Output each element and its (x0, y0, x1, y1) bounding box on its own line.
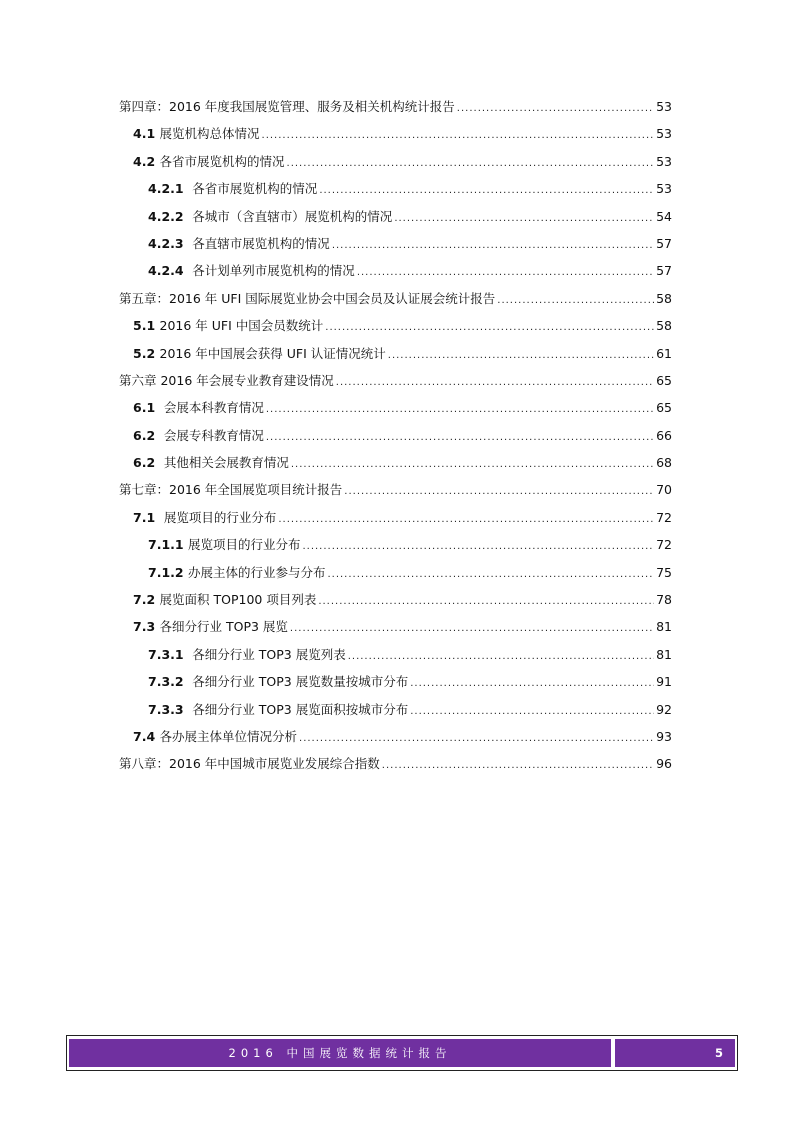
toc-entry[interactable] (119, 175, 672, 202)
toc-entry[interactable] (119, 285, 672, 312)
toc-entry-page: 57 (656, 263, 672, 279)
toc-entry[interactable] (119, 422, 672, 449)
toc-entry-title: 办展主体的行业参与分布 (187, 564, 326, 580)
dot-leader (348, 643, 654, 670)
toc-entry[interactable] (119, 367, 672, 394)
dot-leader (457, 95, 654, 122)
footer-band (69, 1039, 735, 1067)
toc-entry-page: 57 (656, 235, 672, 251)
dot-leader (410, 670, 654, 697)
toc-entry-number: 4.2 (133, 153, 160, 169)
toc-entry-title: 各计划单列市展览机构的情况 (192, 263, 355, 279)
dot-leader (336, 369, 654, 396)
dot-leader (327, 561, 654, 588)
toc-entry[interactable] (119, 449, 672, 476)
toc-entry-title: 各细分行业 TOP3 展览 (159, 619, 288, 635)
toc-entry-page: 53 (656, 153, 672, 169)
dot-leader (266, 396, 654, 423)
toc-entry-number: 4.2.3 (148, 235, 193, 251)
toc-entry-page: 61 (656, 345, 672, 361)
dot-leader (344, 478, 654, 505)
toc-entry-page: 54 (656, 208, 672, 224)
dot-leader (319, 177, 654, 204)
toc-entry-number: 7.3.3 (148, 701, 193, 717)
toc-entry-number: 4.1 (133, 126, 160, 142)
toc-entry[interactable] (119, 230, 672, 257)
toc-entry-page: 65 (656, 372, 672, 388)
toc-entry[interactable] (119, 531, 672, 558)
dot-leader (357, 259, 654, 286)
toc-entry-page: 65 (656, 400, 672, 416)
toc-entry-number: 7.2 (133, 592, 160, 608)
dot-leader (302, 533, 654, 560)
toc-entry-title: 展览面积 TOP100 项目列表 (159, 592, 317, 608)
toc-entry-title: 各细分行业 TOP3 展览面积按城市分布 (192, 701, 409, 717)
toc-entry-number: 7.3 (133, 619, 160, 635)
toc-entry[interactable] (119, 696, 672, 723)
toc-entry[interactable] (119, 93, 672, 120)
toc-entry-page: 72 (656, 509, 672, 525)
toc-entry[interactable] (119, 613, 672, 640)
page-footer (66, 1035, 738, 1071)
dot-leader (318, 588, 654, 615)
toc-entry-number: 7.3.1 (148, 646, 193, 662)
toc-entry[interactable] (119, 312, 672, 339)
toc-entry[interactable] (119, 340, 672, 367)
toc-entry-title: 各城市（含直辖市）展览机构的情况 (192, 208, 393, 224)
toc-entry-number: 4.2.4 (148, 263, 193, 279)
toc-entry-title: 会展本科教育情况 (163, 400, 264, 416)
toc-entry-title: 展览项目的行业分布 (163, 509, 277, 525)
toc-entry[interactable] (119, 641, 672, 668)
toc-entry-page: 81 (656, 619, 672, 635)
toc-entry-number: 4.2.1 (148, 181, 193, 197)
toc-entry-page: 81 (656, 646, 672, 662)
dot-leader (299, 725, 654, 752)
toc-entry-number: 5.1 (133, 318, 160, 334)
toc-entry[interactable] (119, 504, 672, 531)
toc-entry-title: 第六章 2016 年会展专业教育建设情况 (119, 372, 334, 388)
toc-entry[interactable] (119, 668, 672, 695)
footer-page-number: 5 (714, 1046, 723, 1060)
dot-leader (278, 506, 654, 533)
toc-entry[interactable] (119, 750, 672, 777)
toc-entry-page: 58 (656, 290, 672, 306)
toc-entry-title: 各省市展览机构的情况 (159, 153, 285, 169)
toc-entry-title: 各细分行业 TOP3 展览列表 (192, 646, 346, 662)
toc-entry-number: 7.1.1 (148, 537, 188, 553)
dot-leader (382, 752, 654, 779)
toc-entry-page: 58 (656, 318, 672, 334)
toc-entry[interactable] (119, 203, 672, 230)
toc-entry-page: 91 (656, 674, 672, 690)
table-of-contents (119, 93, 672, 778)
toc-entry-title: 展览项目的行业分布 (187, 537, 301, 553)
dot-leader (410, 698, 654, 725)
toc-entry[interactable] (119, 559, 672, 586)
dot-leader (290, 615, 654, 642)
dot-leader (287, 150, 655, 177)
toc-entry-title: 会展专科教育情况 (163, 427, 264, 443)
toc-entry-title: 2016 年 UFI 中国会员数统计 (159, 318, 324, 334)
toc-entry-title: 各直辖市展览机构的情况 (192, 235, 330, 251)
toc-entry-title: 各省市展览机构的情况 (192, 181, 318, 197)
toc-entry[interactable] (119, 476, 672, 503)
toc-entry-page: 53 (656, 99, 672, 114)
toc-entry[interactable] (119, 394, 672, 421)
toc-entry-title: 第七章：2016 年全国展览项目统计报告 (119, 482, 343, 498)
toc-entry[interactable] (119, 120, 672, 147)
dot-leader (388, 342, 654, 369)
toc-entry-page: 93 (656, 728, 672, 744)
toc-entry-page: 75 (656, 564, 672, 580)
toc-entry-number: 7.3.2 (148, 674, 193, 690)
toc-entry-page: 78 (656, 592, 672, 608)
dot-leader (266, 424, 654, 451)
toc-entry-number: 4.2.2 (148, 208, 193, 224)
toc-entry-number: 7.1 (133, 509, 164, 525)
toc-entry-title: 第八章：2016 年中国城市展览业发展综合指数 (119, 756, 380, 772)
toc-entry[interactable] (119, 257, 672, 284)
dot-leader (262, 122, 655, 149)
dot-leader (332, 232, 654, 259)
toc-entry-number: 6.2 (133, 427, 164, 443)
toc-entry-number: 6.1 (133, 400, 164, 416)
toc-entry-page: 53 (656, 181, 672, 197)
toc-entry-page: 66 (656, 427, 672, 443)
toc-entry-title: 第四章：2016 年度我国展览管理、服务及相关机构统计报告 (119, 99, 455, 114)
dot-leader (394, 205, 654, 232)
footer-title: 2016 中国展览数据统计报告 (228, 1046, 452, 1060)
toc-entry-page: 96 (656, 756, 672, 772)
toc-entry-page: 70 (656, 482, 672, 498)
toc-entry[interactable] (119, 586, 672, 613)
toc-entry-number: 6.2 (133, 455, 164, 471)
toc-entry-title: 2016 年中国展会获得 UFI 认证情况统计 (159, 345, 386, 361)
toc-entry[interactable] (119, 723, 672, 750)
dot-leader (291, 451, 654, 478)
toc-entry-title: 其他相关会展教育情况 (163, 455, 289, 471)
dot-leader (497, 287, 654, 314)
toc-entry-page: 53 (656, 126, 672, 142)
toc-entry-title: 各细分行业 TOP3 展览数量按城市分布 (192, 674, 409, 690)
toc-entry-title: 第五章：2016 年 UFI 国际展览业协会中国会员及认证展会统计报告 (119, 290, 496, 306)
toc-entry-page: 92 (656, 701, 672, 717)
toc-entry-title: 各办展主体单位情况分析 (159, 728, 298, 744)
toc-entry-number: 7.4 (133, 728, 160, 744)
toc-entry[interactable] (119, 148, 672, 175)
dot-leader (325, 314, 654, 341)
toc-entry-number: 5.2 (133, 345, 160, 361)
toc-entry-page: 72 (656, 537, 672, 553)
toc-entry-page: 68 (656, 455, 672, 471)
toc-entry-title: 展览机构总体情况 (159, 126, 260, 142)
toc-entry-number: 7.1.2 (148, 564, 188, 580)
